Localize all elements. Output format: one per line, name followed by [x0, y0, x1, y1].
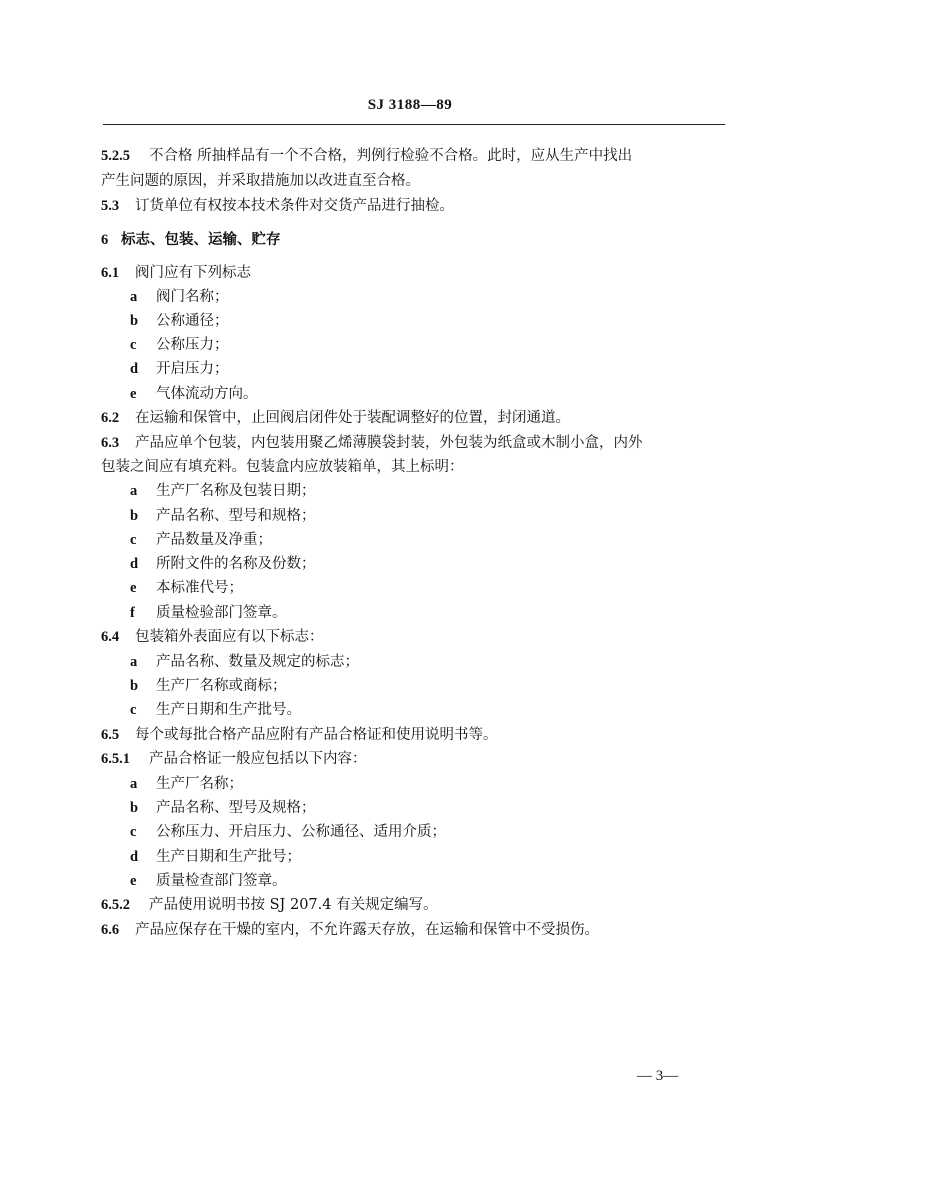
item-text: 公称压力；	[156, 337, 229, 353]
clause-number: 6.5.2	[101, 897, 130, 913]
clause-number: 6.6	[101, 922, 120, 938]
item-label: e	[130, 580, 137, 596]
item-label: b	[130, 800, 139, 816]
item-label: c	[130, 337, 137, 353]
clause-text: 每个或每批合格产品应附有产品合格证和使用说明书等。	[135, 727, 498, 743]
item-label: a	[130, 289, 138, 305]
clause-text: 订货单位有权按本技术条件对交货产品进行抽检。	[135, 198, 454, 214]
item-text: 阀门名称；	[156, 289, 229, 305]
item-label: a	[130, 654, 138, 670]
document-header: SJ 3188—89	[367, 97, 453, 113]
clause-6-5	[101, 726, 498, 744]
clause-6-3	[101, 434, 643, 452]
item-label: c	[130, 824, 137, 840]
item-label: a	[130, 483, 138, 499]
list-item	[130, 312, 229, 330]
item-text: 生产厂名称及包装日期；	[156, 483, 316, 499]
item-label: e	[130, 386, 137, 402]
clause-6-4	[101, 628, 324, 646]
item-text: 生产日期和生产批号；	[156, 849, 301, 865]
list-item	[130, 701, 301, 719]
list-item	[130, 677, 287, 695]
item-label: f	[130, 605, 135, 621]
item-label: d	[130, 556, 139, 572]
clause-6-2	[101, 409, 570, 427]
item-text: 产品数量及净重；	[156, 532, 272, 548]
item-text: 质量检验部门签章。	[156, 605, 287, 621]
clause-6-5-1	[101, 750, 367, 768]
clause-6-5-2	[101, 896, 438, 914]
list-item	[130, 823, 446, 841]
list-item	[130, 848, 301, 866]
clause-5-2-5-continued: 产生问题的原因，并采取措施加以改进直至合格。	[101, 173, 420, 189]
list-item	[130, 579, 243, 597]
item-label: d	[130, 361, 139, 377]
clause-5-3	[101, 197, 454, 215]
item-label: b	[130, 508, 139, 524]
section-number: 6	[101, 232, 109, 248]
list-item	[130, 555, 316, 573]
item-label: b	[130, 313, 139, 329]
clause-number: 6.5	[101, 727, 120, 743]
item-label: c	[130, 532, 137, 548]
list-item	[130, 288, 229, 306]
header-rule	[103, 124, 725, 125]
item-text: 公称通径；	[156, 313, 229, 329]
clause-number: 6.1	[101, 265, 120, 281]
item-label: c	[130, 702, 137, 718]
clause-text: 在运输和保管中，止回阀启闭件处于装配调整好的位置，封闭通道。	[135, 410, 570, 426]
clause-number: 5.2.5	[101, 148, 130, 164]
item-text: 所附文件的名称及份数；	[156, 556, 316, 572]
clause-text: 产品合格证一般应包括以下内容：	[149, 751, 367, 767]
item-text: 公称压力、开启压力、公称通径、适用介质；	[156, 824, 446, 840]
item-text: 开启压力；	[156, 361, 229, 377]
clause-number: 5.3	[101, 198, 120, 214]
item-text: 生产厂名称或商标；	[156, 678, 287, 694]
section-6-heading	[101, 231, 281, 249]
page-number: — 3—	[637, 1068, 679, 1084]
clause-number: 6.4	[101, 629, 120, 645]
item-text: 产品名称、型号和规格；	[156, 508, 316, 524]
clause-6-3-continued: 包装之间应有填充料。包装盒内应放装箱单，其上标明：	[101, 459, 464, 475]
list-item	[130, 604, 287, 622]
clause-number: 6.5.1	[101, 751, 130, 767]
item-label: a	[130, 776, 138, 792]
item-label: d	[130, 849, 139, 865]
clause-6-6	[101, 921, 599, 939]
item-text: 本标准代号；	[156, 580, 243, 596]
clause-text: 不合格 所抽样品有一个不合格，判例行检验不合格。此时，应从生产中找出	[149, 148, 633, 164]
clause-text: 产品应单个包装，内包装用聚乙烯薄膜袋封装，外包装为纸盒或木制小盒，内外	[135, 435, 643, 451]
item-text: 质量检查部门签章。	[156, 873, 287, 889]
item-text: 生产日期和生产批号。	[156, 702, 301, 718]
item-text: 生产厂名称；	[156, 776, 243, 792]
list-item	[130, 775, 243, 793]
list-item	[130, 799, 316, 817]
clause-text: 包装箱外表面应有以下标志：	[135, 629, 324, 645]
list-item	[130, 360, 229, 378]
item-label: b	[130, 678, 139, 694]
list-item	[130, 507, 316, 525]
clause-number: 6.2	[101, 410, 120, 426]
clause-text: 产品应保存在干燥的室内，不允许露天存放，在运输和保管中不受损伤。	[135, 922, 599, 938]
section-title: 标志、包装、运输、贮存	[121, 231, 281, 248]
list-item	[130, 482, 316, 500]
item-text: 产品名称、型号及规格；	[156, 800, 316, 816]
clause-6-1	[101, 264, 251, 282]
clause-text: 产品使用说明书按 SJ 207.4 有关规定编写。	[149, 897, 438, 913]
item-text: 气体流动方向。	[156, 386, 258, 402]
clause-number: 6.3	[101, 435, 120, 451]
list-item	[130, 336, 229, 354]
item-label: e	[130, 873, 137, 889]
item-text: 产品名称、数量及规定的标志；	[156, 654, 359, 670]
clause-text: 阀门应有下列标志	[135, 265, 251, 281]
list-item	[130, 653, 359, 671]
list-item	[130, 385, 258, 403]
list-item	[130, 531, 272, 549]
clause-5-2-5	[101, 147, 632, 165]
list-item	[130, 872, 287, 890]
